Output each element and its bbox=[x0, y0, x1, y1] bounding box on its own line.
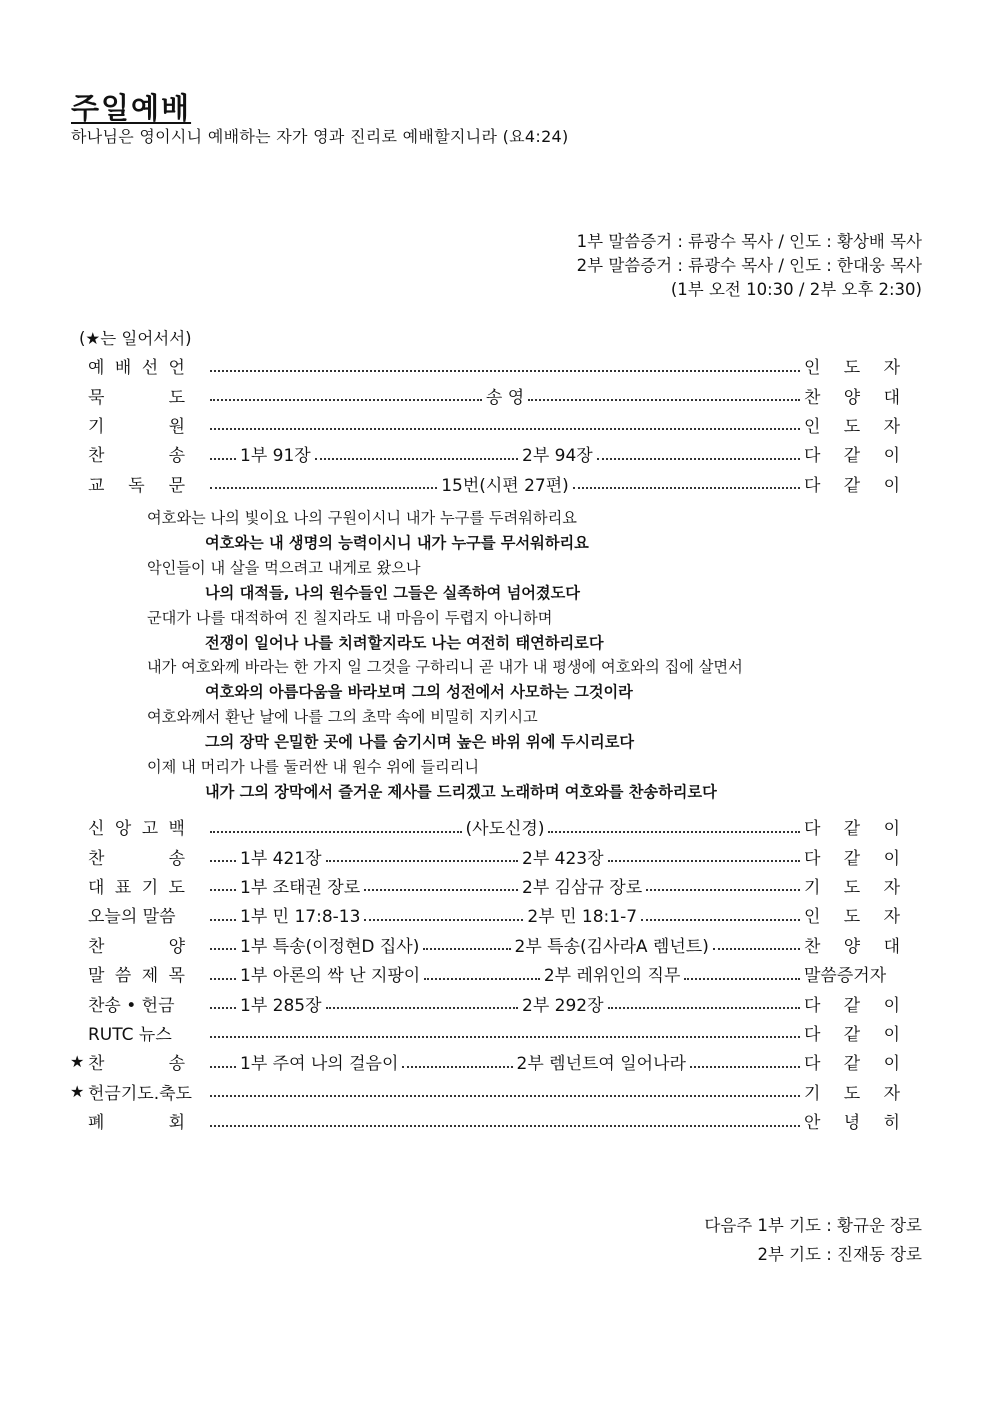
leader-dots bbox=[548, 831, 800, 833]
leader-dots bbox=[210, 889, 236, 891]
leader-dots bbox=[210, 458, 236, 460]
order-label-char: 묵 bbox=[88, 387, 105, 408]
reading-leader-line: 군대가 나를 대적하여 진 칠지라도 내 마음이 두렵지 아니하며 bbox=[147, 608, 553, 627]
order-row bbox=[70, 439, 900, 468]
leader-dots bbox=[364, 889, 518, 891]
order-label-char: 신 bbox=[88, 819, 105, 840]
page-title: 주일예배 bbox=[71, 91, 192, 125]
leader-dots bbox=[210, 399, 482, 401]
order-detail-part2: 2부 레위인의 직무 bbox=[543, 966, 681, 987]
order-row bbox=[70, 410, 900, 439]
order-row bbox=[70, 1047, 900, 1076]
order-role-char: 이 bbox=[883, 1024, 900, 1045]
leader-dots bbox=[364, 919, 523, 921]
order-row bbox=[70, 1077, 900, 1106]
order-role-char: 자 bbox=[883, 877, 900, 898]
order-role-char: 자 bbox=[883, 416, 900, 437]
order-role-char: 이 bbox=[883, 446, 900, 467]
stand-mark: ★ bbox=[70, 1052, 85, 1072]
order-detail-part1: 1부 특송(이정현D 집사) bbox=[240, 936, 420, 957]
order-detail bbox=[206, 441, 804, 466]
order-row bbox=[70, 1018, 900, 1047]
order-role-char: 도 bbox=[843, 358, 861, 379]
order-label-text bbox=[88, 844, 185, 869]
order-label bbox=[88, 991, 206, 1016]
order-role-char: 같 bbox=[843, 848, 861, 869]
leader-dots bbox=[641, 919, 800, 921]
order-role-char: 안 bbox=[804, 1113, 821, 1134]
reading-response-line: 내가 그의 장막에서 즐거운 제사를 드리겠고 노래하며 여호와를 찬송하리로다 bbox=[205, 782, 717, 801]
order-label-text bbox=[88, 1079, 206, 1104]
order-role-char: 같 bbox=[843, 819, 861, 840]
order-role-char: 자 bbox=[883, 907, 900, 928]
order-detail-part1: 1부 주여 나의 걸음이 bbox=[240, 1054, 399, 1075]
order-label-char: 표 bbox=[114, 877, 132, 898]
order-row bbox=[70, 900, 900, 929]
order-detail-part1: 1부 아론의 싹 난 지팡이 bbox=[240, 966, 421, 987]
leader-dots bbox=[210, 1036, 800, 1038]
order-label bbox=[88, 961, 206, 986]
order-label bbox=[88, 471, 206, 496]
order-label bbox=[88, 1079, 206, 1104]
order-detail-part1: 1부 91장 bbox=[240, 446, 311, 467]
order-role-char: 자 bbox=[883, 1083, 900, 1104]
leader-dots bbox=[326, 1007, 518, 1009]
order-detail-center: 송 영 bbox=[485, 387, 525, 408]
order-label-text bbox=[88, 471, 185, 496]
leader-dots bbox=[608, 860, 800, 862]
order-label-char: 찬송 • 헌금 bbox=[88, 995, 175, 1016]
order-role-char: 양 bbox=[843, 936, 861, 957]
order-label-char: 도 bbox=[168, 387, 185, 408]
order-detail-part1: 1부 민 17:8-13 bbox=[240, 907, 361, 928]
service-times: (1부 오전 10:30 / 2부 오후 2:30) bbox=[670, 280, 922, 299]
order-row bbox=[70, 380, 900, 409]
order-label bbox=[88, 1020, 206, 1045]
order-role bbox=[804, 991, 900, 1016]
order-label-char: 찬 bbox=[88, 936, 105, 957]
order-role-char: 녕 bbox=[843, 1113, 861, 1134]
leader-dots bbox=[210, 1007, 236, 1009]
order-role-char: 인 bbox=[804, 416, 821, 437]
order-label bbox=[88, 873, 206, 898]
order-detail bbox=[206, 1120, 804, 1122]
order-label-text bbox=[88, 902, 206, 927]
order-label-char: 제 bbox=[141, 966, 159, 987]
leader-dots bbox=[210, 487, 437, 489]
order-label-char: 기 bbox=[141, 877, 159, 898]
order-role-char: 자 bbox=[883, 358, 900, 379]
order-row bbox=[70, 988, 900, 1017]
reading-leader-line: 이제 내 머리가 나를 둘러싼 내 원수 위에 들리리니 bbox=[147, 758, 480, 777]
reading-leader-line: 악인들이 내 살을 먹으려고 내게로 왔으나 bbox=[147, 558, 421, 577]
order-label-text bbox=[88, 961, 185, 986]
service-info bbox=[577, 230, 922, 302]
order-label bbox=[88, 932, 206, 957]
order-detail bbox=[206, 471, 804, 496]
order-role bbox=[804, 412, 900, 437]
order-role-char: 히 bbox=[883, 1113, 900, 1134]
leader-dots bbox=[573, 487, 800, 489]
order-detail bbox=[206, 991, 804, 1016]
order-detail bbox=[206, 365, 804, 367]
order-role bbox=[804, 1020, 900, 1045]
order-role-char: 같 bbox=[843, 1024, 861, 1045]
order-label-char: 고 bbox=[141, 819, 159, 840]
order-label-char: 선 bbox=[141, 358, 159, 379]
stand-mark: ★ bbox=[70, 1081, 85, 1101]
order-detail-part2: 2부 423장 bbox=[522, 848, 604, 869]
leader-dots bbox=[210, 978, 236, 980]
order-label-char: 언 bbox=[168, 358, 185, 379]
leader-dots bbox=[210, 831, 462, 833]
order-role-char: 같 bbox=[843, 1054, 861, 1075]
leader-dots bbox=[210, 948, 236, 950]
order-role bbox=[804, 441, 900, 466]
order-role-char: 말씀증거자 bbox=[804, 966, 887, 987]
leader-dots bbox=[597, 458, 800, 460]
order-role-char: 같 bbox=[843, 995, 861, 1016]
service-info-line1: 1부 말씀증거 : 류광수 목사 / 인도 : 황상배 목사 bbox=[576, 232, 922, 251]
order-role-char: 이 bbox=[883, 1054, 900, 1075]
order-role bbox=[804, 383, 900, 408]
order-role-char: 이 bbox=[883, 475, 900, 496]
order-label-char: 송 bbox=[168, 848, 185, 869]
order-row bbox=[70, 930, 900, 959]
order-role bbox=[804, 1108, 900, 1133]
reading-response-line: 여호와는 내 생명의 능력이시니 내가 누구를 무서워하리요 bbox=[205, 533, 589, 552]
order-role bbox=[804, 353, 900, 378]
order-label-char: 교 bbox=[88, 475, 105, 496]
order-detail-part2: 2부 렘넌트여 일어나라 bbox=[516, 1054, 686, 1075]
order-role-char: 양 bbox=[843, 387, 861, 408]
order-role-char: 기 bbox=[804, 877, 821, 898]
order-detail-center: (사도신경) bbox=[465, 819, 545, 840]
order-role-char: 다 bbox=[804, 446, 821, 467]
leader-dots bbox=[528, 399, 800, 401]
leader-dots bbox=[402, 1066, 512, 1068]
leader-dots bbox=[690, 1066, 800, 1068]
reading-response-line: 그의 장막 은밀한 곳에 나를 숨기시며 높은 바위 위에 두시리로다 bbox=[205, 733, 635, 752]
order-label-char: 양 bbox=[168, 936, 185, 957]
order-detail bbox=[206, 932, 804, 957]
order-role-char: 기 bbox=[804, 1083, 821, 1104]
leader-dots bbox=[210, 1095, 800, 1097]
order-label-text bbox=[88, 814, 185, 839]
order-role-char: 같 bbox=[843, 475, 861, 496]
order-detail-part1: 1부 421장 bbox=[240, 848, 322, 869]
order-role-char: 찬 bbox=[804, 387, 821, 408]
order-label-char: 목 bbox=[168, 966, 185, 987]
order-detail bbox=[206, 961, 804, 986]
order-label-char: 앙 bbox=[114, 819, 132, 840]
leader-dots bbox=[608, 1007, 800, 1009]
order-role-char: 도 bbox=[843, 416, 861, 437]
order-label bbox=[88, 814, 206, 839]
order-label-char: 송 bbox=[168, 1054, 185, 1075]
order-role-char: 찬 bbox=[804, 936, 821, 957]
order-role-char: 다 bbox=[804, 1054, 821, 1075]
order-role bbox=[804, 471, 900, 496]
leader-dots bbox=[210, 428, 800, 430]
next-week-line1: 다음주 1부 기도 : 황규운 장로 bbox=[704, 1216, 922, 1235]
leader-dots bbox=[424, 978, 540, 980]
order-role-char: 도 bbox=[843, 877, 861, 898]
order-role-char: 다 bbox=[804, 995, 821, 1016]
order-role-char: 이 bbox=[883, 995, 900, 1016]
page-subtitle: 하나님은 영이시니 예배하는 자가 영과 진리로 예배할지니라 (요4:24) bbox=[71, 127, 569, 146]
order-detail bbox=[206, 1031, 804, 1033]
order-role-char: 대 bbox=[883, 936, 900, 957]
reading-leader-line: 내가 여호와께 바라는 한 가지 일 그것을 구하리니 곧 내가 내 평생에 여호와의 집에 살면서 bbox=[147, 658, 743, 677]
order-row bbox=[70, 812, 900, 841]
order-detail-part1: 1부 285장 bbox=[240, 995, 322, 1016]
order-label bbox=[88, 902, 206, 927]
reading-response-line: 여호와의 아름다움을 바라보며 그의 성전에서 사모하는 그것이라 bbox=[205, 683, 633, 702]
order-role-char: 다 bbox=[804, 475, 821, 496]
order-row bbox=[70, 871, 900, 900]
order-label-char: 도 bbox=[168, 877, 185, 898]
leader-dots bbox=[210, 919, 236, 921]
order-label bbox=[88, 353, 206, 378]
order-label-char: 회 bbox=[168, 1113, 185, 1134]
order-label-char: 찬 bbox=[88, 446, 105, 467]
order-label-text bbox=[88, 383, 185, 408]
order-row bbox=[70, 959, 900, 988]
next-week-line2: 2부 기도 : 진재동 장로 bbox=[757, 1245, 922, 1264]
responsive-reading bbox=[147, 506, 743, 805]
order-detail bbox=[206, 814, 804, 839]
reading-leader-line: 여호와는 나의 빛이요 나의 구원이시니 내가 누구를 두려워하리요 bbox=[147, 509, 577, 527]
order-detail-part2: 2부 292장 bbox=[522, 995, 604, 1016]
order-label bbox=[88, 412, 206, 437]
leader-dots bbox=[713, 948, 800, 950]
order-label-char: RUTC 뉴스 bbox=[88, 1024, 172, 1045]
order-label-text bbox=[88, 441, 185, 466]
order-label-char: 말 bbox=[88, 966, 105, 987]
order-detail-part2: 2부 94장 bbox=[522, 446, 593, 467]
order-label-text bbox=[88, 1108, 185, 1133]
leader-dots bbox=[684, 978, 800, 980]
order-role-char: 다 bbox=[804, 848, 821, 869]
order-detail-center: 15번(시편 27편) bbox=[441, 475, 569, 496]
order-detail-part2: 2부 김삼규 장로 bbox=[522, 877, 643, 898]
order-row bbox=[70, 351, 900, 380]
service-info-line2: 2부 말씀증거 : 류광수 목사 / 인도 : 한대웅 목사 bbox=[576, 256, 922, 275]
leader-dots bbox=[210, 1066, 236, 1068]
order-role-char: 대 bbox=[883, 387, 900, 408]
order-label-char: 문 bbox=[168, 475, 185, 496]
leader-dots bbox=[315, 458, 518, 460]
order-role-char: 도 bbox=[843, 1083, 861, 1104]
order-label-char: 찬 bbox=[88, 1054, 105, 1075]
order-role bbox=[804, 902, 900, 927]
stand-note: (★는 일어서서) bbox=[79, 329, 192, 348]
order-row bbox=[70, 469, 900, 498]
order-label-char: 예 bbox=[88, 358, 105, 379]
order-role bbox=[804, 1079, 900, 1104]
order-of-worship-part2 bbox=[70, 812, 900, 1135]
order-label-char: 찬 bbox=[88, 848, 105, 869]
order-label-char: 오늘의 말씀 bbox=[88, 907, 176, 928]
order-detail-part1: 1부 조태권 장로 bbox=[240, 877, 361, 898]
order-role-char: 인 bbox=[804, 907, 821, 928]
leader-dots bbox=[210, 370, 800, 372]
order-role bbox=[804, 961, 900, 986]
order-label-text bbox=[88, 991, 206, 1016]
order-label bbox=[88, 844, 206, 869]
order-row bbox=[70, 841, 900, 870]
next-week-prayer bbox=[704, 1211, 922, 1269]
order-of-worship-part1 bbox=[70, 351, 900, 498]
order-label bbox=[88, 1049, 206, 1074]
leader-dots bbox=[210, 1125, 800, 1127]
order-detail bbox=[206, 1090, 804, 1092]
order-label-char: 독 bbox=[128, 475, 145, 496]
order-detail bbox=[206, 873, 804, 898]
order-role-char: 도 bbox=[843, 907, 861, 928]
order-detail-part2: 2부 민 18:1-7 bbox=[527, 907, 638, 928]
order-detail-part2: 2부 특송(김사라A 렘넌트) bbox=[514, 936, 709, 957]
order-label-text bbox=[88, 1020, 206, 1045]
order-row bbox=[70, 1106, 900, 1135]
order-detail bbox=[206, 902, 804, 927]
reading-response-line: 전쟁이 일어나 나를 치려할지라도 나는 여전히 태연하리로다 bbox=[205, 633, 604, 652]
leader-dots bbox=[326, 860, 518, 862]
order-detail bbox=[206, 844, 804, 869]
order-label-char: 씀 bbox=[114, 966, 132, 987]
order-label-char: 배 bbox=[114, 358, 132, 379]
order-label-text bbox=[88, 1049, 185, 1074]
order-role bbox=[804, 1049, 900, 1074]
order-label-text bbox=[88, 932, 185, 957]
order-label-char: 원 bbox=[168, 416, 185, 437]
order-label-char: 대 bbox=[88, 877, 105, 898]
order-label bbox=[88, 1108, 206, 1133]
order-role bbox=[804, 873, 900, 898]
order-label-char: 기 bbox=[88, 416, 105, 437]
order-label-text bbox=[88, 353, 185, 378]
reading-leader-line: 여호와께서 환난 날에 나를 그의 초막 속에 비밀히 지키시고 bbox=[147, 708, 538, 727]
order-label-char: 폐 bbox=[88, 1113, 105, 1134]
order-label-text bbox=[88, 873, 185, 898]
order-role-char: 다 bbox=[804, 819, 821, 840]
order-label-text bbox=[88, 412, 185, 437]
order-role-char: 이 bbox=[883, 819, 900, 840]
order-role-char: 다 bbox=[804, 1024, 821, 1045]
order-label bbox=[88, 383, 206, 408]
order-label-char: 송 bbox=[168, 446, 185, 467]
order-detail bbox=[206, 1049, 804, 1074]
leader-dots bbox=[210, 860, 236, 862]
reading-response-line: 나의 대적들, 나의 원수들인 그들은 실족하여 넘어졌도다 bbox=[205, 583, 580, 602]
order-label-char: 헌금기도.축도 bbox=[88, 1083, 192, 1104]
order-role bbox=[804, 932, 900, 957]
order-detail bbox=[206, 383, 804, 408]
order-detail bbox=[206, 423, 804, 425]
order-role bbox=[804, 844, 900, 869]
order-role-char: 같 bbox=[843, 446, 861, 467]
order-role-char: 이 bbox=[883, 848, 900, 869]
leader-dots bbox=[646, 889, 800, 891]
leader-dots bbox=[423, 948, 510, 950]
order-role-char: 인 bbox=[804, 358, 821, 379]
order-label bbox=[88, 441, 206, 466]
order-label-char: 백 bbox=[168, 819, 185, 840]
order-role bbox=[804, 814, 900, 839]
